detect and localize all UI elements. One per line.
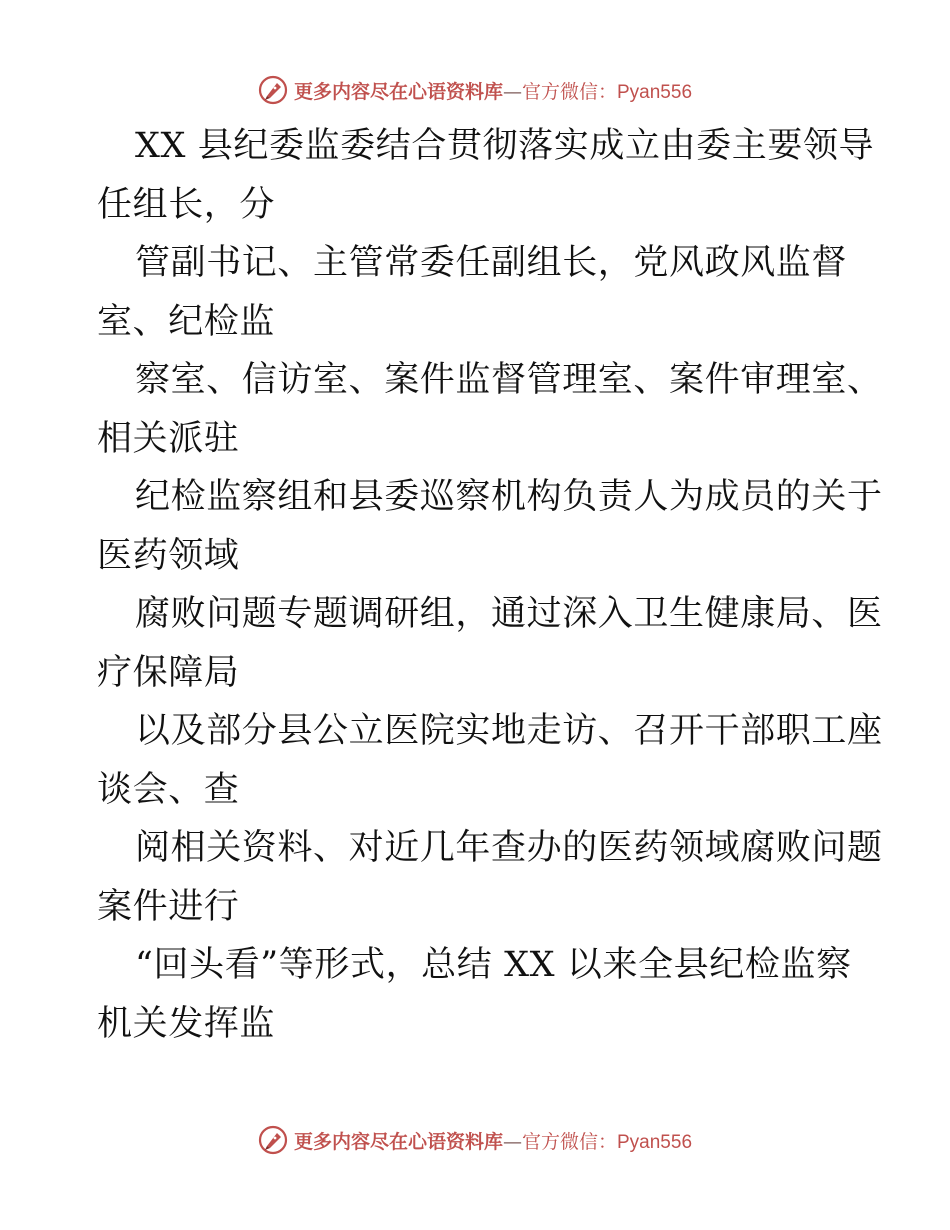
pen-nib-logo-icon — [258, 75, 288, 105]
text-line: “回头看”等形式，总结 XX 以来全县纪检监察 — [135, 945, 852, 985]
text-line: 腐败问题专题调研组，通过深入卫生健康局、医 — [135, 594, 883, 634]
text-line: XX 县纪委监委结合贯彻落实成立由委主要领导 — [135, 126, 875, 166]
text-line: 察室、信访室、案件监督管理室、案件审理室、 — [135, 360, 883, 400]
text-line: 以及部分县公立医院实地走访、召开干部职工座 — [135, 711, 883, 751]
banner-separator: — — [502, 80, 522, 103]
text-line: 相关派驻 — [97, 418, 240, 459]
text-line: 案件进行 — [97, 886, 240, 927]
text-line: 疗保障局 — [97, 652, 240, 693]
banner-title: 更多内容尽在心语资料库 — [293, 1130, 503, 1153]
document-body — [97, 117, 883, 1053]
pen-nib-logo-icon — [258, 1125, 288, 1155]
banner-title: 更多内容尽在心语资料库 — [293, 80, 503, 103]
banner-wechat-id: Pyan556 — [617, 81, 693, 103]
banner-wechat-id: Pyan556 — [617, 1131, 693, 1153]
banner-separator: — — [502, 1130, 522, 1153]
banner-wechat-label: 官方微信： — [521, 1130, 617, 1153]
text-line: 室、纪检监 — [97, 301, 276, 342]
header-banner — [0, 70, 950, 110]
banner-wechat-label: 官方微信： — [521, 80, 617, 103]
footer-banner — [0, 1120, 950, 1160]
text-line: 机关发挥监 — [97, 1003, 276, 1044]
text-line: 纪检监察组和县委巡察机构负责人为成员的关于 — [135, 477, 883, 517]
text-line: 管副书记、主管常委任副组长，党风政风监督 — [135, 243, 848, 283]
text-line: 任组长，分 — [97, 184, 276, 225]
text-line: 医药领域 — [97, 535, 240, 576]
text-line: 阅相关资料、对近几年查办的医药领域腐败问题 — [135, 828, 883, 868]
text-line: 谈会、查 — [97, 769, 240, 810]
